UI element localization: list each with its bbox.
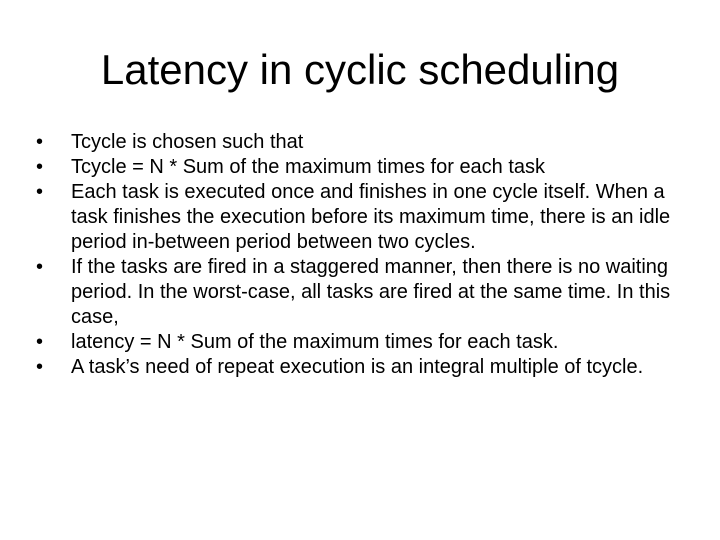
bullet-marker: • <box>36 356 44 378</box>
bullet-marker: • <box>36 256 44 278</box>
bullet-text: latency = N * Sum of the maximum times for each task. <box>71 331 559 353</box>
bullet-text: Each task is executed once and finishes in one cycle itself. When a task finishes the execution before its maximum time, there is an idle period in-between period between two cycles. <box>71 181 671 253</box>
bullet-item <box>36 255 686 330</box>
bullet-marker: • <box>36 131 44 153</box>
slide-title: Latency in cyclic scheduling <box>100 46 620 93</box>
bullet-item <box>36 130 686 155</box>
bullet-text: Tcycle = N * Sum of the maximum times for each task <box>71 156 546 178</box>
bullet-marker: • <box>36 331 44 353</box>
bullet-item <box>36 355 686 380</box>
bullet-text: A task’s need of repeat execution is an integral multiple of tcycle. <box>71 356 644 378</box>
bullet-marker: • <box>36 181 44 203</box>
bullet-list <box>36 130 686 380</box>
bullet-text: Tcycle is chosen such that <box>71 131 304 153</box>
bullet-marker: • <box>36 156 44 178</box>
bullet-text: If the tasks are fired in a staggered manner, then there is no waiting period. In the worst-case, all tasks are fired at the same time. In this case, <box>71 256 671 328</box>
bullet-item <box>36 155 686 180</box>
bullet-item <box>36 180 686 255</box>
bullet-item <box>36 330 686 355</box>
